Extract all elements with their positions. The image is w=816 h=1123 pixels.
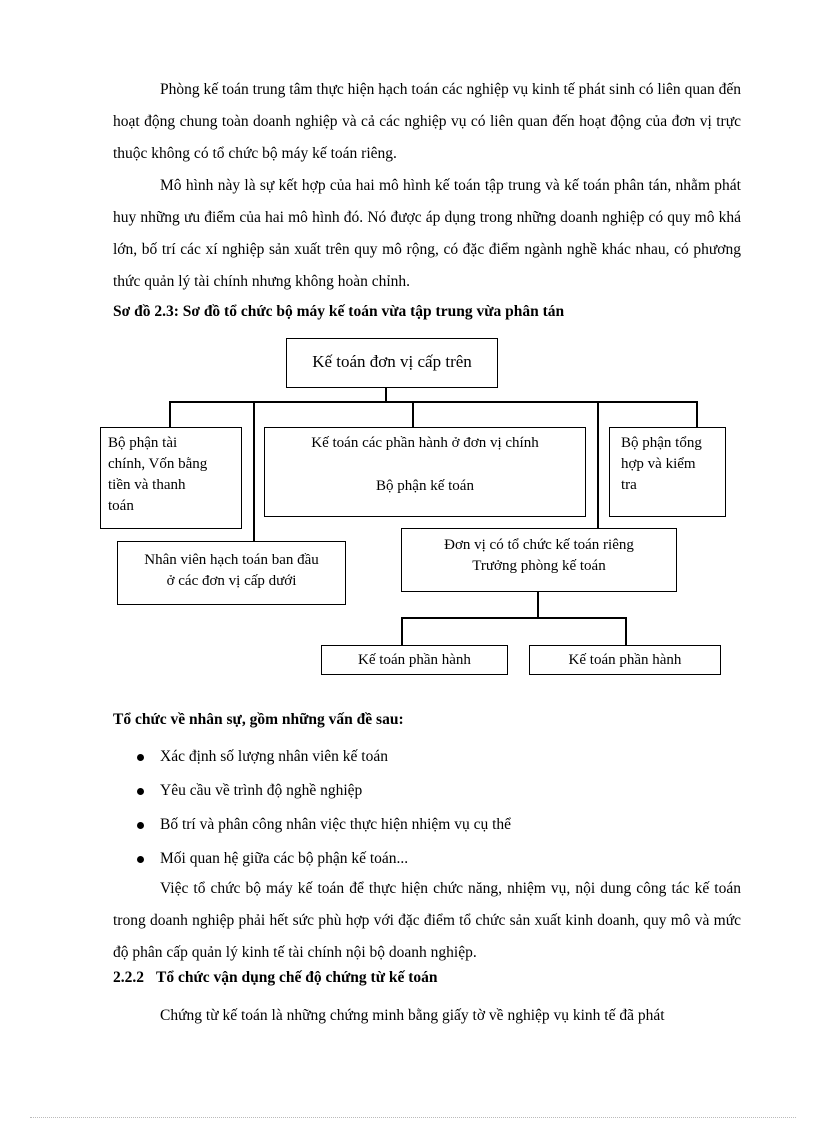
box-upper-level-accounting [286, 338, 498, 388]
bullet-icon [137, 822, 144, 829]
box-main-unit-accounting [264, 427, 586, 517]
part-accounting-label: Kế toán phần hành [358, 652, 471, 668]
connector-line [385, 388, 387, 402]
personnel-list [135, 741, 511, 877]
finance-label-line: chính, Vốn bằng [108, 456, 208, 472]
bullet-icon [137, 788, 144, 795]
finance-label-line: tiền và thanh [108, 477, 186, 493]
connector-line [253, 401, 255, 541]
box-summary-audit [609, 427, 726, 517]
connector-line [696, 401, 698, 427]
main-unit-label: Kế toán các phần hành ở đơn vị chính [311, 435, 539, 451]
section-title: Tổ chức vận dụng chế độ chứng từ kế toán [156, 969, 438, 986]
unit-label-line: Đơn vị có tổ chức kế toán riêng [444, 537, 634, 553]
summary-label-line: Bộ phận tổng [621, 435, 702, 451]
box-part-accounting-right [529, 645, 721, 675]
bullet-icon [137, 754, 144, 761]
staff-label-line: ở các đơn vị cấp dưới [166, 573, 297, 589]
finance-label-line: toán [108, 498, 134, 514]
connector-line [412, 401, 414, 427]
paragraph-model-description: Mô hình này là sự kết hợp của hai mô hình kế toán tập trung và kế toán phân tán, nhằm phát huy những ưu điểm của hai mô hình đó. Nó được áp dụng trong những doanh nghiệp có quy mô khá lớn, bố trí các xí nghiệp sản xuất trên quy mô rộng, có đặc điểm ngành nghề khác nhau, có phương thức quản lý tài chính nhưng không hoàn chỉnh. [113, 177, 741, 290]
accounting-department-label: Bộ phận kế toán [376, 478, 474, 494]
connector-line [537, 592, 539, 618]
paragraph-central-accounting: Phòng kế toán trung tâm thực hiện hạch toán các nghiệp vụ kinh tế phát sinh có liên quan đến hoạt động chung toàn doanh nghiệp và cả các nghiệp vụ có liên quan đến hoạt động của đơn vị trực thuộc không có tổ chức bộ máy kế toán riêng. [113, 81, 741, 162]
paragraph-organization: Việc tổ chức bộ máy kế toán để thực hiện chức năng, nhiệm vụ, nội dung công tác kế toán trong doanh nghiệp phải hết sức phù hợp với đặc điểm tổ chức sản xuất kinh doanh, quy mô và mức độ phân cấp quản lý kinh tế tài chính nội bộ doanh nghiệp. [113, 880, 741, 961]
list-item: Bố trí và phân công nhân việc thực hiện nhiệm vụ cụ thể [135, 809, 511, 843]
diagram-caption: Sơ đồ 2.3: Sơ đồ tổ chức bộ máy kế toán vừa tập trung vừa phân tán [113, 303, 565, 320]
connector-line [169, 401, 697, 403]
unit-label-line: Trưởng phòng kế toán [472, 558, 606, 574]
paragraph-vouchers: Chứng từ kế toán là những chứng minh bằng giấy tờ về nghiệp vụ kinh tế đã phát [160, 1007, 665, 1024]
box-finance-department [100, 427, 242, 529]
section-heading [113, 969, 438, 987]
box-part-accounting-left [321, 645, 508, 675]
box-initial-accounting-staff [117, 541, 346, 605]
section-number: 2.2.2 [113, 969, 144, 986]
list-item: Mối quan hệ giữa các bộ phận kế toán... [135, 843, 511, 877]
bullet-icon [137, 856, 144, 863]
box-independent-unit [401, 528, 677, 592]
connector-line [401, 617, 403, 645]
list-item: Yêu cầu về trình độ nghề nghiệp [135, 775, 511, 809]
page-bottom-divider [30, 1117, 796, 1118]
summary-label-line: hợp và kiểm [621, 456, 696, 472]
connector-line [625, 617, 627, 645]
part-accounting-label: Kế toán phần hành [568, 652, 682, 668]
staff-label-line: Nhân viên hạch toán ban đầu [144, 552, 319, 568]
personnel-heading: Tổ chức về nhân sự, gồm những vấn đề sau: [113, 711, 404, 728]
box-upper-level-label: Kế toán đơn vị cấp trên [312, 352, 472, 371]
finance-label-line: Bộ phận tài [108, 435, 178, 451]
list-item: Xác định số lượng nhân viên kế toán [135, 741, 511, 775]
summary-label-line: tra [621, 477, 637, 493]
connector-line [169, 401, 171, 427]
connector-line [401, 617, 626, 619]
connector-line [597, 401, 599, 528]
